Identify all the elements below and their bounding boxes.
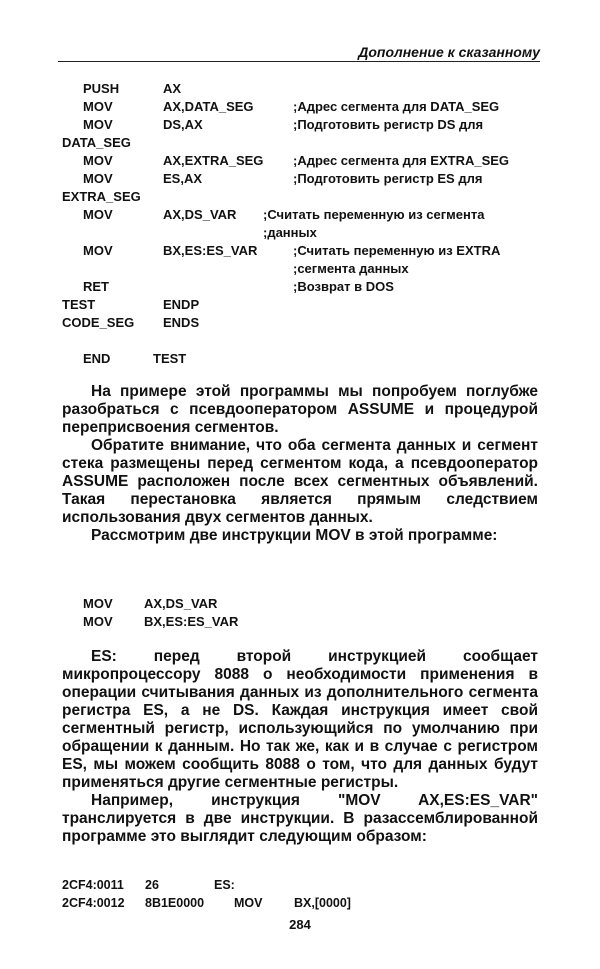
code-comment: ;Считать переменную из EXTRA	[293, 243, 501, 258]
code-operand: AX,DS_VAR	[144, 596, 218, 611]
code-directive: END	[83, 351, 111, 366]
code-mnemonic: MOV	[83, 153, 113, 168]
code-mnemonic: MOV	[83, 596, 113, 611]
code-mnemonic: MOV	[83, 243, 113, 258]
code-comment: ;Подготовить регистр DS для	[293, 117, 484, 132]
paragraph: Рассмотрим две инструкции MOV в этой программе:	[91, 527, 498, 544]
code-comment: ;Считать переменную из сегмента	[263, 207, 485, 222]
disasm-mnemonic: MOV	[234, 896, 263, 910]
code-comment: ;сегмента данных	[293, 261, 409, 276]
disasm-address: 2CF4:0012	[62, 896, 125, 910]
code-mnemonic: MOV	[83, 207, 113, 222]
code-operand: BX,ES:ES_VAR	[163, 243, 258, 258]
code-mnemonic: RET	[83, 279, 109, 294]
code-continuation: EXTRA_SEG	[62, 189, 141, 204]
page-number: 284	[289, 917, 311, 932]
paragraph: ES: перед второй инструкцией сообщает микропроцессору 8088 о необходимости применения в операции считывания данных из дополнительного сегмента регистра ES, а не DS. Каждая инструкция имеет свой сегментный регистр, использующийся по умолчанию при обращении к данным. Но так же, как и в случае с регистром ES, мы можем сообщить 8088 о том, что для данных будут применяться другие сегментные регистры.	[62, 648, 538, 791]
code-label: CODE_SEG	[62, 315, 135, 330]
code-mnemonic: PUSH	[83, 81, 120, 96]
text-block-1	[62, 383, 538, 545]
code-continuation: DATA_SEG	[62, 135, 131, 150]
code-comment: ;данных	[263, 225, 317, 240]
code-mnemonic: MOV	[83, 117, 113, 132]
code-operand: AX,EXTRA_SEG	[163, 153, 264, 168]
code-operand: ES,AX	[163, 171, 203, 186]
code-mnemonic: MOV	[83, 171, 113, 186]
code-operand: AX,DS_VAR	[163, 207, 237, 222]
code-label: TEST	[62, 297, 96, 312]
code-comment: ;Адрес сегмента для EXTRA_SEG	[293, 153, 510, 168]
running-header: Дополнение к сказанному	[358, 44, 540, 60]
disasm-bytes: 8B1E0000	[145, 896, 205, 910]
code-comment: ;Адрес сегмента для DATA_SEG	[293, 99, 500, 114]
code-operand: AX	[163, 81, 182, 96]
paragraph: Например, инструкция "MOV AX,ES:ES_VAR" транслируется в две инструкции. В разассемблированной программе это выглядит следующим образом:	[62, 792, 538, 845]
code-operand: BX,ES:ES_VAR	[144, 614, 239, 629]
code-mnemonic: MOV	[83, 614, 113, 629]
code-mnemonic: MOV	[83, 99, 113, 114]
paragraph: На примере этой программы мы попробуем поглубже разобраться с псевдооператором ASSUME и процедурой переприсвоения сегментов.	[62, 383, 538, 436]
disasm-mnemonic: ES:	[214, 878, 235, 892]
disasm-operand: BX,[0000]	[294, 896, 351, 910]
code-comment: ;Возврат в DOS	[293, 279, 394, 294]
code-operand: AX,DATA_SEG	[163, 99, 254, 114]
paragraph: Обратите внимание, что оба сегмента данных и сегмент стека размещены перед сегментом кода, а псевдооператор ASSUME расположен после всех сегментных объявлений. Такая перестановка является прямым следствием использования двух сегментов данных.	[62, 437, 538, 526]
header-rule	[58, 61, 540, 62]
text-block-2	[62, 648, 538, 846]
code-label: TEST	[153, 351, 187, 366]
code-comment: ;Подготовить регистр ES для	[293, 171, 483, 186]
disasm-bytes: 26	[145, 878, 159, 892]
code-operand: DS,AX	[163, 117, 203, 132]
code-directive: ENDS	[163, 315, 200, 330]
disasm-address: 2CF4:0011	[62, 878, 124, 892]
code-directive: ENDP	[163, 297, 200, 312]
